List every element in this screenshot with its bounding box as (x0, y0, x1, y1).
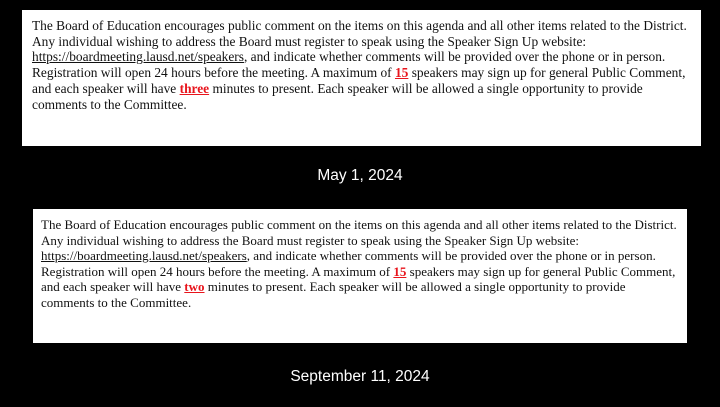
document-excerpt-may (22, 10, 701, 146)
agenda-paragraph (32, 18, 691, 112)
text-segment: minutes to present. Each speaker will be allowed a single opportunity to provide comments to the Committee. (32, 80, 643, 112)
date-caption-september: September 11, 2024 (290, 368, 430, 385)
text-segment: , and indicate whether comments will be provided over the phone or in person. Registration will open 24 hours before the meeting. A maximum of (41, 248, 656, 279)
speaker-count-highlight: 15 (394, 65, 409, 81)
document-excerpt-september (33, 209, 687, 343)
speaker-signup-link[interactable]: https://boardmeeting.lausd.net/speakers (41, 248, 247, 264)
text-segment: speakers may sign up for general Public Comment, and each speaker will have (41, 263, 676, 295)
agenda-paragraph (41, 217, 679, 311)
text-segment: , and indicate whether comments will be provided over the phone or in person. Registration will open 24 hours before the meeting. A maximum of (32, 49, 666, 81)
date-caption-may: May 1, 2024 (317, 167, 403, 184)
text-segment: The Board of Education encourages public comment on the items on this agenda and all other items related to the District. Any individual wishing to address the Board must register to speak using the Speaker Sign Up website: (41, 217, 677, 248)
minutes-highlight: two (184, 279, 205, 295)
text-segment: The Board of Education encourages public comment on the items on this agenda and all other items related to the District. Any individual wishing to address the Board must register to speak using the Speaker Sign Up website: (32, 18, 687, 49)
text-segment: minutes to present. Each speaker will be allowed a single opportunity to provide comments to the Committee. (41, 279, 626, 310)
speaker-signup-link[interactable]: https://boardmeeting.lausd.net/speakers (32, 49, 244, 65)
speaker-count-highlight: 15 (393, 263, 407, 279)
text-segment: speakers may sign up for general Public Comment, and each speaker will have (32, 65, 686, 96)
minutes-highlight: three (179, 80, 210, 96)
